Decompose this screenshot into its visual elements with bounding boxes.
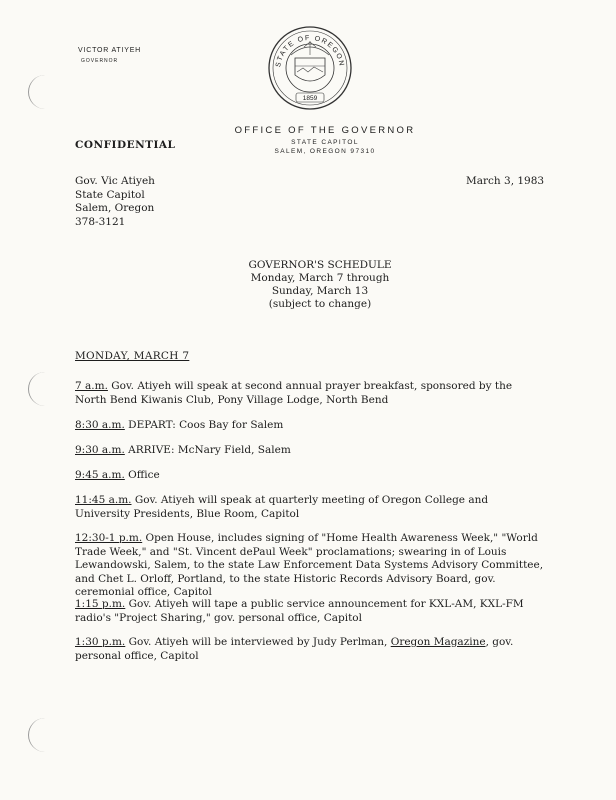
entry-time: 12:30-1 p.m. [75, 532, 143, 544]
entry-text: Gov. Atiyeh will speak at second annual prayer breakfast, sponsored by the North Bend Kiwanis Club, Pony Village Lodge, North Bend [75, 380, 513, 406]
address-line: Gov. Vic Atiyeh [75, 175, 155, 187]
schedule-entry [75, 444, 545, 458]
entry-text: Gov. Atiyeh will be interviewed by Judy Perlman, [125, 636, 391, 648]
schedule-title [220, 259, 420, 311]
entry-time: 11:45 a.m. [75, 494, 132, 506]
schedule-range-end: Sunday, March 13 [271, 285, 369, 297]
seal-year: 1859 [302, 95, 318, 102]
confidential-label: CONFIDENTIAL [75, 139, 176, 151]
sender-address [75, 175, 155, 229]
entry-text: , gov. personal office, Capitol [75, 636, 514, 662]
entry-time: 7 a.m. [75, 380, 108, 392]
entry-time: 8:30 a.m. [75, 419, 125, 431]
entry-time: 1:30 p.m. [75, 636, 126, 648]
entry-text: Gov. Atiyeh will tape a public service announcement for KXL-AM, KXL-FM radio's "Project Sharing," gov. personal office, Capitol [75, 598, 524, 624]
schedule-entry [75, 469, 545, 483]
document-date: March 3, 1983 [466, 175, 545, 187]
schedule-heading: GOVERNOR'S SCHEDULE [248, 259, 392, 271]
magazine-title: Oregon Magazine [390, 636, 486, 648]
office-building: STATE CAPITOL [291, 139, 359, 146]
governor-name: VICTOR ATIYEH [78, 47, 142, 54]
entry-text: Office [124, 469, 160, 481]
schedule-entry [75, 598, 545, 625]
address-line: State Capitol [75, 188, 145, 201]
punch-hole-middle [28, 372, 49, 406]
entry-time: 1:15 p.m. [75, 598, 126, 610]
schedule-entry [75, 532, 545, 600]
day-heading: MONDAY, MARCH 7 [75, 350, 190, 362]
schedule-entry [75, 380, 545, 407]
entry-text: Gov. Atiyeh will speak at quarterly meeting of Oregon College and University Presidents, Blue Room, Capitol [75, 494, 489, 520]
entry-time: 9:30 a.m. [75, 444, 125, 456]
office-city: SALEM, OREGON 97310 [274, 148, 376, 155]
state-seal-icon [267, 25, 353, 111]
seal-text: STATE OF OREGON [275, 34, 345, 68]
entry-text: ARRIVE: McNary Field, Salem [124, 444, 291, 456]
office-name: OFFICE OF THE GOVERNOR [234, 125, 416, 136]
entry-time: 9:45 a.m. [75, 469, 125, 481]
punch-hole-top [28, 75, 49, 109]
schedule-entry [75, 494, 545, 521]
address-phone: 378-3121 [75, 215, 126, 228]
entry-text: DEPART: Coos Bay for Salem [124, 419, 284, 431]
punch-hole-bottom [28, 718, 49, 752]
governor-letterhead [78, 47, 141, 64]
schedule-range-start: Monday, March 7 through [250, 272, 390, 284]
address-line: Salem, Oregon [75, 202, 155, 214]
governor-title: GOVERNOR [81, 58, 119, 64]
schedule-note: (subject to change) [268, 298, 372, 310]
schedule-entry [75, 419, 545, 433]
office-header [210, 125, 440, 155]
schedule-entry [75, 636, 545, 663]
entry-text: Open House, includes signing of "Home Health Awareness Week," "World Trade Week," and "St. Vincent dePaul Week" proclamations; swearing in of Louis Lewandowski, Salem, to the state Law Enforcement Data Systems Advisory Committee, and Chet L. Orloff, Portland, to the state Historic Records Advisory Board, gov. ceremonial office, Capitol [75, 532, 544, 598]
